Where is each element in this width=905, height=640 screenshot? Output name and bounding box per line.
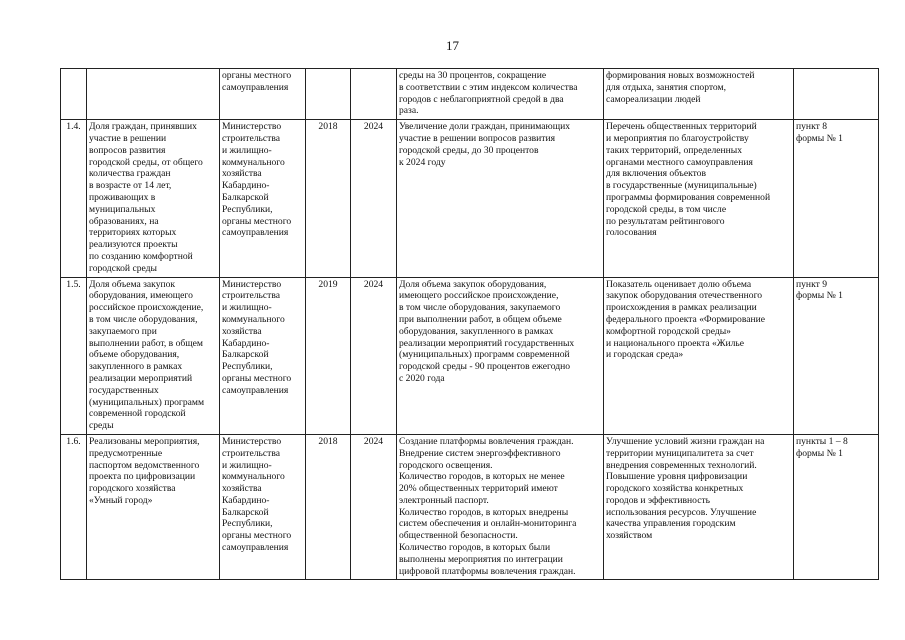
- cell-text-line: Перечень общественных территорий: [606, 121, 757, 133]
- cell-text-line: и национального проекта «Жилье: [606, 337, 745, 349]
- cell-text-line: формы № 1: [796, 447, 843, 459]
- cell-text-line: хозяйства: [222, 325, 262, 337]
- cell-text-line: общественной безопасности.: [399, 530, 518, 542]
- responsible-cell: [220, 120, 306, 277]
- responsible-cell: [220, 434, 306, 580]
- cell-text-line: участие в решении вопросов развития: [399, 132, 556, 144]
- cell-text-line: Кабардино-: [222, 337, 270, 349]
- row-number-cell: [61, 69, 87, 120]
- cell-text-line: Количество городов, в которых внедрены: [399, 506, 569, 518]
- expected-result-cell: [397, 120, 604, 277]
- row-number-cell: [61, 434, 87, 580]
- cell-text-line: оборудования, закупленного в рамках: [399, 325, 554, 337]
- cell-text-line: имеющего российское происхождение,: [399, 290, 559, 302]
- cell-text-line: выполнены мероприятия по интеграции: [399, 553, 563, 565]
- cell-text-line: коммунального: [222, 471, 285, 483]
- cell-text-line: количества граждан: [89, 168, 171, 180]
- cell-text-line: городского хозяйства: [89, 483, 176, 495]
- relation-cell: [604, 277, 794, 434]
- relation-cell: [604, 69, 794, 120]
- end-year-cell: [351, 69, 397, 120]
- cell-text-line: с 2020 года: [399, 372, 445, 384]
- cell-text-line: и мероприятия по благоустройству: [606, 132, 749, 144]
- cell-text-line: предусмотренные: [89, 447, 163, 459]
- cell-text-line: Балкарской: [222, 349, 269, 361]
- cell-text-line: Республики,: [222, 361, 273, 373]
- cell-text-line: коммунального: [222, 156, 285, 168]
- cell-text-line: для включения объектов: [606, 168, 707, 180]
- cell-text-line: городской среды, в том числе: [606, 203, 727, 215]
- cell-text-line: городов и эффективность: [606, 494, 711, 506]
- table-row: [61, 69, 879, 120]
- cell-text-line: голосования: [606, 227, 657, 239]
- indicator-ref-cell: [794, 434, 879, 580]
- cell-text-line: хозяйства: [222, 483, 262, 495]
- cell-text: 2024: [363, 278, 384, 290]
- measures-table: [60, 68, 879, 580]
- cell-text-line: реализуются проекты: [89, 239, 178, 251]
- cell-text-line: раза.: [399, 105, 419, 117]
- cell-text-line: пункты 1 – 8: [796, 435, 848, 447]
- cell-text-line: государственных: [89, 384, 159, 396]
- cell-text-line: в соответствии с этим индексом количества: [399, 81, 578, 93]
- cell-text-line: строительства: [222, 132, 281, 144]
- cell-text-line: Кабардино-: [222, 180, 270, 192]
- cell-text-line: территориях которых: [89, 227, 177, 239]
- cell-text-line: Балкарской: [222, 506, 269, 518]
- indicator-name-cell: [87, 69, 220, 120]
- table-row: [61, 120, 879, 277]
- cell-text-line: в государственные (муниципальные): [606, 180, 757, 192]
- cell-text-line: коммунального: [222, 313, 285, 325]
- cell-text-line: происхождения в рамках реализации: [606, 302, 757, 314]
- cell-text-line: органы местного: [222, 215, 292, 227]
- cell-text-line: реализации мероприятий: [89, 372, 193, 384]
- cell-text-line: Республики,: [222, 518, 273, 530]
- cell-text-line: формы № 1: [796, 132, 843, 144]
- cell-text-line: таких территорий, определенных: [606, 144, 743, 156]
- cell-text: 2024: [363, 435, 384, 447]
- end-year-cell: [351, 434, 397, 580]
- cell-text-line: паспортом ведомственного: [89, 459, 200, 471]
- cell-text-line: хозяйством: [606, 530, 653, 542]
- cell-text-line: оборудования, имеющего: [89, 290, 193, 302]
- cell-text-line: Кабардино-: [222, 494, 270, 506]
- cell-text-line: Доля граждан, принявших: [89, 121, 197, 133]
- cell-text-line: в том числе оборудования,: [89, 313, 198, 325]
- cell-text-line: городской среды, от общего: [89, 156, 203, 168]
- cell-text-line: и жилищно-: [222, 302, 272, 314]
- row-number-cell: [61, 277, 87, 434]
- cell-text-line: городского хозяйства конкретных: [606, 483, 744, 495]
- cell-text-line: строительства: [222, 290, 281, 302]
- relation-cell: [604, 434, 794, 580]
- cell-text-line: Показатель оценивает долю объема: [606, 278, 752, 290]
- cell-text-line: территории муниципалитета за счет: [606, 447, 754, 459]
- indicator-ref-cell: [794, 277, 879, 434]
- cell-text-line: реализации мероприятий государственных: [399, 337, 575, 349]
- cell-text-line: органы местного: [222, 372, 292, 384]
- cell-text-line: среды на 30 процентов, сокращение: [399, 70, 547, 81]
- cell-text: 1.6.: [66, 435, 81, 447]
- cell-text-line: и жилищно-: [222, 144, 272, 156]
- row-number-cell: [61, 120, 87, 277]
- relation-cell: [604, 120, 794, 277]
- cell-text-line: закупленного в рамках: [89, 361, 183, 373]
- cell-text: 2018: [318, 121, 338, 133]
- cell-text-line: городской среды: [89, 262, 157, 274]
- cell-text-line: органы местного: [222, 70, 292, 81]
- cell-text-line: самоуправления: [222, 384, 289, 396]
- cell-text-line: органами местного самоуправления: [606, 156, 753, 168]
- cell-text-line: по созданию комфортной: [89, 250, 193, 262]
- cell-text-line: выполнении работ, в общем: [89, 337, 203, 349]
- cell-text-line: «Умный город»: [89, 494, 153, 506]
- cell-text-line: внедрения современных технологий.: [606, 459, 757, 471]
- cell-text-line: федерального проекта «Формирование: [606, 313, 766, 325]
- cell-text-line: российское происхождение,: [89, 302, 204, 314]
- cell-text-line: хозяйства: [222, 168, 262, 180]
- cell-text-line: образованиях, на: [89, 215, 159, 227]
- cell-text-line: комфортной городской среды»: [606, 325, 731, 337]
- cell-text-line: Реализованы мероприятия,: [89, 435, 200, 447]
- cell-text-line: систем обеспечения и онлайн-мониторинга: [399, 518, 577, 530]
- cell-text-line: Министерство: [222, 278, 282, 290]
- indicator-name-cell: [87, 277, 220, 434]
- cell-text-line: участие в решении: [89, 132, 167, 144]
- cell-text-line: для отдыха, занятия спортом,: [606, 81, 727, 93]
- cell-text-line: Повышение уровня цифровизации: [606, 471, 748, 483]
- cell-text-line: использования ресурсов. Улучшение: [606, 506, 757, 518]
- cell-text-line: Создание платформы вовлечения граждан.: [399, 435, 574, 447]
- start-year-cell: [306, 277, 351, 434]
- cell-text-line: самоуправления: [222, 227, 289, 239]
- cell-text-line: закупок оборудования отечественного: [606, 290, 763, 302]
- cell-text-line: самореализации людей: [606, 93, 701, 105]
- cell-text-line: Доля объема закупок оборудования,: [399, 278, 547, 290]
- cell-text-line: муниципальных: [89, 203, 156, 215]
- cell-text-line: городов с неблагоприятной средой в два: [399, 93, 564, 105]
- cell-text-line: Увеличение доли граждан, принимающих: [399, 121, 571, 133]
- cell-text-line: в том числе оборудования, закупаемого: [399, 302, 561, 314]
- cell-text-line: городского освещения.: [399, 459, 493, 471]
- start-year-cell: [306, 120, 351, 277]
- cell-text-line: при выполнении работ, в общем объеме: [399, 313, 562, 325]
- cell-text-line: (муниципальных) программ современной: [399, 349, 570, 361]
- start-year-cell: [306, 434, 351, 580]
- cell-text-line: Внедрение систем энергоэффективного: [399, 447, 561, 459]
- cell-text-line: среды: [89, 420, 114, 432]
- indicator-name-cell: [87, 120, 220, 277]
- table-row: [61, 277, 879, 434]
- cell-text-line: формирования новых возможностей: [606, 70, 755, 81]
- cell-text-line: пункт 8: [796, 121, 827, 133]
- cell-text-line: программы формирования современной: [606, 191, 771, 203]
- cell-text: 2024: [363, 121, 384, 133]
- cell-text-line: (муниципальных) программ: [89, 396, 205, 408]
- cell-text-line: 20% общественных территорий имеют: [399, 483, 558, 495]
- cell-text-line: пункт 9: [796, 278, 827, 290]
- cell-text-line: городской среды, до 30 процентов: [399, 144, 539, 156]
- cell-text-line: объеме оборудования,: [89, 349, 180, 361]
- cell-text: 2018: [318, 435, 338, 447]
- cell-text-line: органы местного: [222, 530, 292, 542]
- expected-result-cell: [397, 69, 604, 120]
- cell-text-line: Улучшение условий жизни граждан на: [606, 435, 765, 447]
- cell-text-line: строительства: [222, 447, 281, 459]
- responsible-cell: [220, 277, 306, 434]
- end-year-cell: [351, 120, 397, 277]
- cell-text-line: Министерство: [222, 435, 282, 447]
- cell-text: 2019: [318, 278, 338, 290]
- cell-text-line: Количество городов, в которых были: [399, 542, 551, 554]
- cell-text-line: и городская среда»: [606, 349, 684, 361]
- cell-text-line: вопросов развития: [89, 144, 166, 156]
- cell-text-line: Министерство: [222, 121, 282, 133]
- end-year-cell: [351, 277, 397, 434]
- indicator-name-cell: [87, 434, 220, 580]
- cell-text-line: качества управления городским: [606, 518, 736, 530]
- cell-text-line: Количество городов, в которых не менее: [399, 471, 565, 483]
- cell-text-line: городской среды - 90 процентов ежегодно: [399, 361, 571, 373]
- indicator-ref-cell: [794, 120, 879, 277]
- start-year-cell: [306, 69, 351, 120]
- expected-result-cell: [397, 434, 604, 580]
- cell-text-line: самоуправления: [222, 542, 289, 554]
- cell-text-line: электронный паспорт.: [399, 494, 489, 506]
- cell-text-line: Республики,: [222, 203, 273, 215]
- cell-text-line: Доля объема закупок: [89, 278, 176, 290]
- cell-text-line: современной городской: [89, 408, 186, 420]
- page-number: 17: [446, 38, 459, 53]
- responsible-cell: [220, 69, 306, 120]
- cell-text-line: проекта по цифровизации: [89, 471, 196, 483]
- cell-text-line: и жилищно-: [222, 459, 272, 471]
- cell-text-line: Балкарской: [222, 191, 269, 203]
- cell-text-line: самоуправления: [222, 81, 289, 93]
- cell-text-line: проживающих в: [89, 191, 156, 203]
- cell-text-line: по результатам рейтингового: [606, 215, 725, 227]
- table-row: [61, 434, 879, 580]
- cell-text-line: цифровой платформы вовлечения граждан.: [399, 565, 576, 577]
- cell-text: 1.5.: [66, 278, 81, 290]
- indicator-ref-cell: [794, 69, 879, 120]
- expected-result-cell: [397, 277, 604, 434]
- cell-text-line: к 2024 году: [399, 156, 446, 168]
- cell-text-line: в возрасте от 14 лет,: [89, 180, 172, 192]
- cell-text-line: формы № 1: [796, 290, 843, 302]
- cell-text: 1.4.: [66, 121, 81, 133]
- cell-text-line: закупаемого при: [89, 325, 157, 337]
